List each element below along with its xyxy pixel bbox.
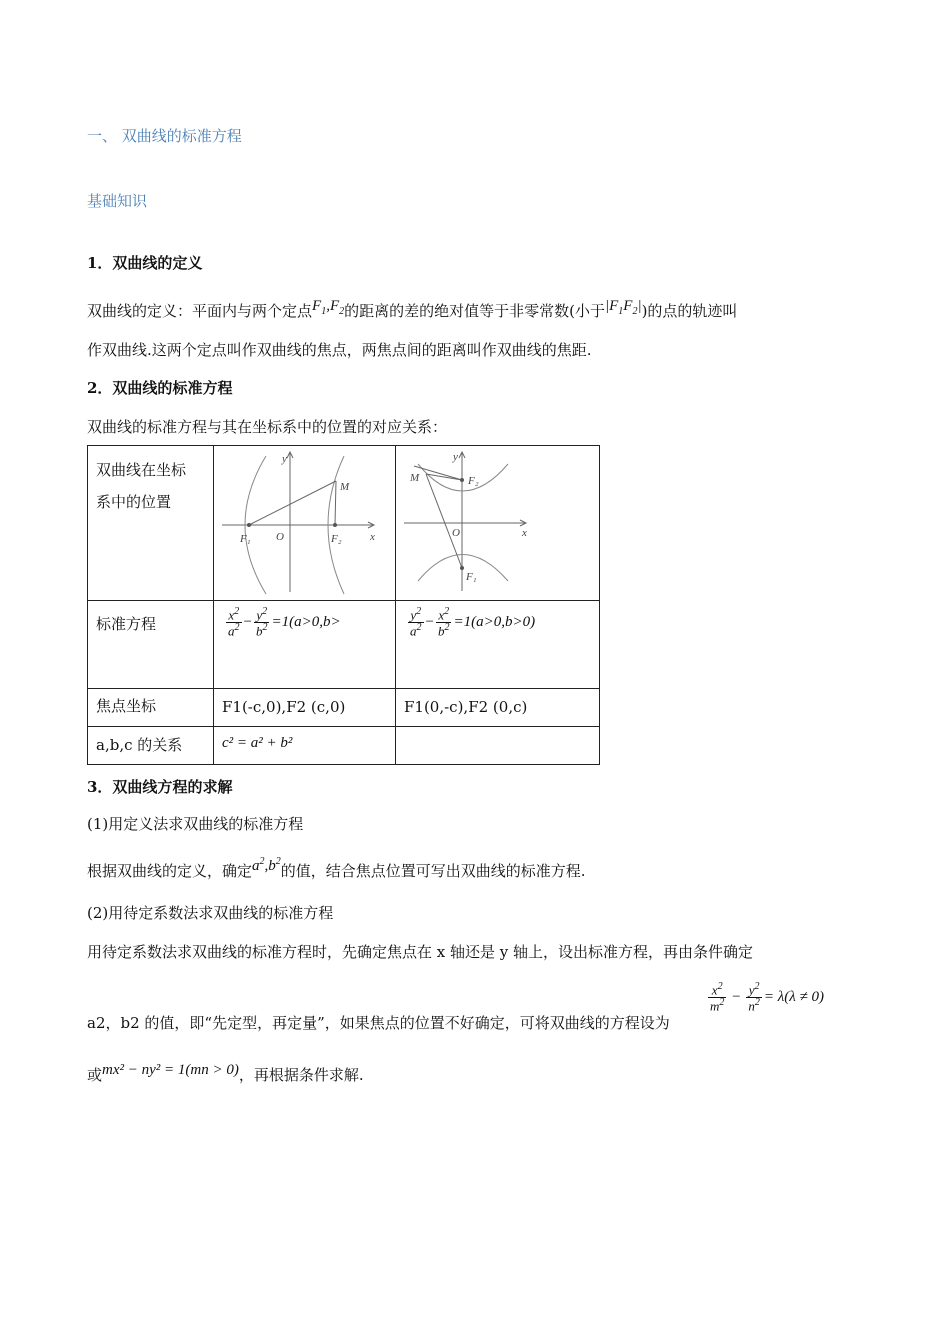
line-f2-m (335, 481, 336, 525)
figure-vertical-cell (396, 446, 600, 601)
s3-m2-line3 (87, 1064, 364, 1085)
row3-label-cell (88, 689, 214, 727)
row2-eq1-cell (214, 601, 396, 689)
s1-line1 (87, 300, 737, 323)
f1f2-expr: $F_1,F_2$ (312, 298, 345, 317)
s2-intro: 双曲线的标准方程与其在坐标系中的位置的对应关系： (87, 418, 448, 436)
s3-m1: (1)用定义法求双曲线的标准方程 (87, 815, 304, 833)
fig1-f1-label: F₁ (240, 533, 251, 545)
row3-c1-cell (214, 689, 396, 727)
fig2-y-label: y (453, 451, 458, 463)
row4-c1: c² = a² + b² (222, 735, 293, 751)
hyperbola-horizontal-figure (214, 446, 395, 596)
s3-title: 3．双曲线方程的求解 (87, 778, 233, 796)
row2-eq2-tail: =1(a>0,b>0) (453, 613, 536, 630)
fig1-m-label: M (340, 481, 350, 493)
s1-line2: 作双曲线.这两个定点叫作双曲线的焦点，两焦点间的距离叫作双曲线的焦距. (87, 341, 592, 359)
row2-eq1: $\frac{x^2}{a^2}$ − $\frac{y^2}{b^2}$ =1(a>0,b> (228, 606, 341, 638)
row2-eq2: $\frac{y^2}{a^2}$ − $\frac{x^2}{b^2}$ =1(a>0,b>0) (410, 606, 536, 639)
s3-m2-eq: $\frac{x^2}{m^2}$ − $\frac{y^2}{n^2}$ = λ(λ ≠ 0) (710, 981, 824, 1014)
row3-c1: F1(-c,0),F2 (c,0) (222, 698, 346, 716)
row4-label-cell (88, 727, 214, 765)
s3-m1-text-b: 的值，结合焦点位置可写出双曲线的标准方程. (280, 862, 586, 880)
section-heading: 一、 双曲线的标准方程 (87, 127, 242, 145)
row2-eq2-cell (396, 601, 600, 689)
row2-label: 标准方程 (96, 615, 157, 633)
a2b2-expr: $a^2,b^2$ (252, 856, 281, 874)
fig2-m-label: M (410, 472, 420, 484)
line-m-f1 (426, 474, 462, 568)
row4-label: a,b,c 的关系 (96, 736, 183, 754)
s1-line1-a: 双曲线的定义：平面内与两个定点 (87, 302, 313, 320)
row3-c2-cell (396, 689, 600, 727)
hyperbola-vertical-figure (396, 446, 599, 596)
s3-m2-eq-tail: = λ(λ ≠ 0) (763, 988, 824, 1005)
figure-horizontal-cell (214, 446, 396, 601)
row1-label (88, 446, 214, 601)
fig2-o-label: O (452, 527, 460, 539)
s3-m2: (2)用待定系数法求双曲线的标准方程 (87, 904, 334, 922)
row3-label: 焦点坐标 (96, 697, 157, 715)
abs-f1f2: $|F_1F_2|$ (604, 298, 642, 317)
focus-f1-point (247, 523, 251, 527)
fig1-f2-label: F₂ (331, 533, 342, 545)
row3-c2: F1(0,-c),F2 (0,c) (404, 698, 528, 716)
focus-f2-point (460, 478, 464, 482)
focus-f2-point (333, 523, 337, 527)
s3-m2-line3-a: 或 (87, 1066, 103, 1084)
s3-m1-text-a: 根据双曲线的定义，确定 (87, 862, 253, 880)
s2-title: 2．双曲线的标准方程 (87, 379, 233, 397)
s3-m2-line1: 用待定系数法求双曲线的标准方程时，先确定焦点在 x 轴还是 y 轴上，设出标准方程，再由条件确定 (87, 943, 754, 961)
hyperbola-table (87, 445, 600, 765)
fig1-x-label: x (370, 531, 375, 543)
s1-title: 1．双曲线的定义 (87, 254, 203, 272)
s3-m2-line3-b: ，再根据条件求解. (238, 1066, 364, 1084)
row2-label-cell (88, 601, 214, 689)
fig1-y-label: y (282, 453, 287, 465)
row4-c1-cell (214, 727, 396, 765)
s1-line1-c: )的点的轨迹叫 (641, 302, 738, 320)
fig2-f2-label: F₂ (468, 475, 479, 487)
fig2-x-label: x (522, 527, 527, 539)
row1-label-a: 双曲线在坐标 (96, 461, 187, 479)
upper-branch (418, 464, 508, 491)
s1-line1-b: 的距离的差的绝对值等于非零常数(小于 (344, 302, 605, 320)
fig2-f1-label: F₁ (466, 571, 477, 583)
line-m-ext (414, 466, 462, 480)
focus-f1-point (460, 566, 464, 570)
row1-label-b: 系中的位置 (96, 493, 172, 511)
row4-c2-cell (396, 727, 600, 765)
s3-m2-eq2: mx² − ny² = 1(mn > 0) (102, 1062, 239, 1078)
row2-eq1-tail: =1(a>0,b> (271, 613, 341, 630)
subheading: 基础知识 (87, 192, 148, 210)
fig1-o-label: O (276, 531, 284, 543)
s3-m1-text (87, 856, 586, 881)
s3-m2-line2: a2，b2 的值，即“先定型，再定量”，如果焦点的位置不好确定，可将双曲线的方程设为 (87, 1014, 670, 1032)
line-f1-m (249, 481, 336, 525)
